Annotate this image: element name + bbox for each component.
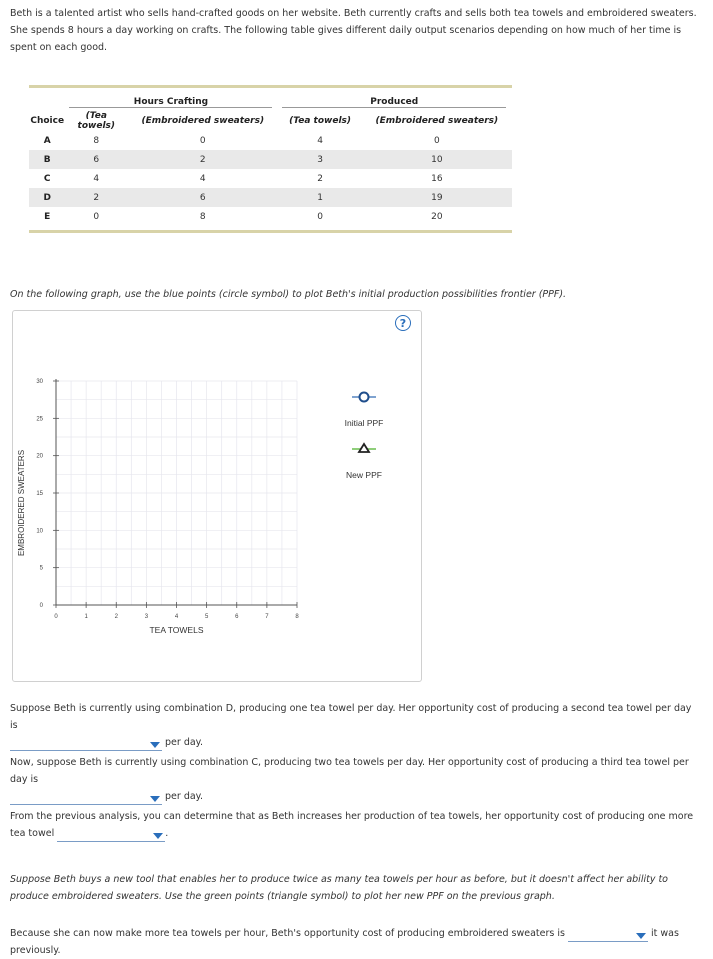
x-tick-label: 3	[144, 614, 149, 620]
hours-sweaters-header: (Embroidered sweaters)	[141, 116, 265, 126]
choice-header: Choice	[30, 116, 65, 126]
produced-sweaters-cell: 20	[431, 211, 443, 222]
hours-sweaters-cell: 0	[199, 135, 206, 146]
legend-label-new-ppf: New PPF	[346, 470, 382, 480]
x-tick-label: 7	[265, 614, 269, 620]
chevron-down-icon	[153, 833, 163, 839]
x-tick-label: 0	[54, 614, 58, 620]
chevron-down-icon	[150, 796, 160, 802]
produced-tea-cell: 4	[317, 135, 323, 146]
q5-text: Because she can now make more tea towels per hour, Beth's opportunity cost of producing embroidered sweaters is	[10, 928, 565, 939]
y-tick-label: 15	[36, 491, 43, 497]
hours-tea-cell: 8	[93, 135, 100, 146]
hours-tea-header: (Tea towels)	[77, 111, 116, 131]
x-tick-label: 2	[114, 614, 118, 620]
choice-cell: A	[43, 135, 51, 146]
graph-instruction: On the following graph, use the blue points (circle symbol) to plot Beth's initial production possibilities frontier (PPF).	[10, 289, 567, 300]
hours-sweaters-cell: 6	[127, 188, 278, 207]
x-tick-label: 6	[235, 614, 239, 620]
produced-tea-cell: 0	[317, 211, 323, 222]
y-tick-label: 25	[36, 416, 43, 423]
chevron-down-icon	[636, 933, 646, 939]
produced-sweaters-cell: 19	[362, 188, 512, 207]
hours-crafting-header: Hours Crafting	[69, 97, 272, 108]
produced-tea-cell: 2	[317, 173, 323, 184]
choice-cell: C	[43, 173, 51, 184]
q2-text: Now, suppose Beth is currently using combination C, producing two tea towels per day. Her opportunity cost of producing a third tea towel per day is	[10, 757, 689, 785]
q5-after: it was previously.	[10, 928, 679, 956]
x-tick-label: 5	[204, 614, 209, 620]
x-tick-label: 4	[174, 614, 179, 620]
x-axis-label: TEA TOWELS	[149, 625, 204, 635]
hours-sweaters-cell: 4	[199, 173, 206, 184]
produced-tea-cell: 1	[278, 188, 361, 207]
hours-tea-cell: 0	[93, 211, 100, 222]
q3-dropdown[interactable]	[57, 827, 165, 842]
choice-cell: D	[29, 188, 65, 207]
chevron-down-icon	[150, 742, 160, 748]
question-2	[10, 754, 700, 805]
x-tick-label: 1	[84, 614, 88, 620]
q1-after: per day.	[165, 737, 203, 748]
y-tick-label: 0	[39, 603, 43, 609]
q1-dropdown[interactable]	[10, 736, 162, 751]
y-axis-label: EMBROIDERED SWEATERS	[17, 449, 26, 557]
q3-after: .	[165, 828, 169, 839]
x-tick-label: 8	[295, 614, 299, 620]
produced-tea-cell: 3	[278, 150, 361, 169]
hours-sweaters-cell: 8	[199, 211, 206, 222]
intro-text: Beth is a talented artist who sells hand-crafted goods on her website. Beth currently crafts and sells both tea towels and embroidered sweaters. She spends 8 hours a day working on crafts. The following table gives different daily output scenarios depending on how much of her time is spent on each good.	[10, 8, 697, 53]
question-1	[10, 700, 700, 751]
produced-header: Produced	[282, 97, 506, 108]
question-4: Suppose Beth buys a new tool that enables her to produce twice as many tea towels per hour as before, but it doesn't affect her ability to produce embroidered sweaters. Use the green points (triangle symbol) to plot her new PPF on the previous graph.	[10, 874, 668, 902]
y-tick-label: 20	[36, 453, 43, 460]
hours-sweaters-cell: 2	[127, 150, 278, 169]
choice-cell: E	[44, 211, 51, 222]
produced-sweaters-cell: 16	[431, 173, 443, 184]
hours-tea-cell: 2	[65, 188, 127, 207]
choice-cell: B	[29, 150, 65, 169]
triangle-icon	[359, 444, 369, 452]
hours-tea-cell: 4	[93, 173, 100, 184]
q1-text: Suppose Beth is currently using combination D, producing one tea towel per day. Her opportunity cost of producing a second tea towel per day is	[10, 703, 692, 731]
y-tick-label: 30	[36, 379, 43, 385]
hours-tea-cell: 6	[65, 150, 127, 169]
q2-dropdown[interactable]	[10, 790, 162, 805]
circle-icon	[360, 393, 369, 402]
produced-tea-header: (Tea towels)	[289, 116, 352, 126]
q3-text: From the previous analysis, you can determine that as Beth increases her production of tea towels, her opportunity cost of producing one more tea towel	[10, 811, 694, 839]
legend-label-initial-ppf: Initial PPF	[344, 418, 384, 428]
help-icon[interactable]: ?	[395, 315, 411, 331]
produced-sweaters-cell: 10	[362, 150, 512, 169]
q5-dropdown[interactable]	[568, 927, 648, 942]
produced-sweaters-header: (Embroidered sweaters)	[375, 116, 499, 126]
q2-after: per day.	[165, 791, 203, 802]
question-3	[10, 808, 700, 842]
question-5	[10, 925, 700, 959]
y-tick-label: 10	[36, 528, 43, 535]
produced-sweaters-cell: 0	[433, 135, 440, 146]
y-tick-label: 5	[39, 565, 43, 572]
